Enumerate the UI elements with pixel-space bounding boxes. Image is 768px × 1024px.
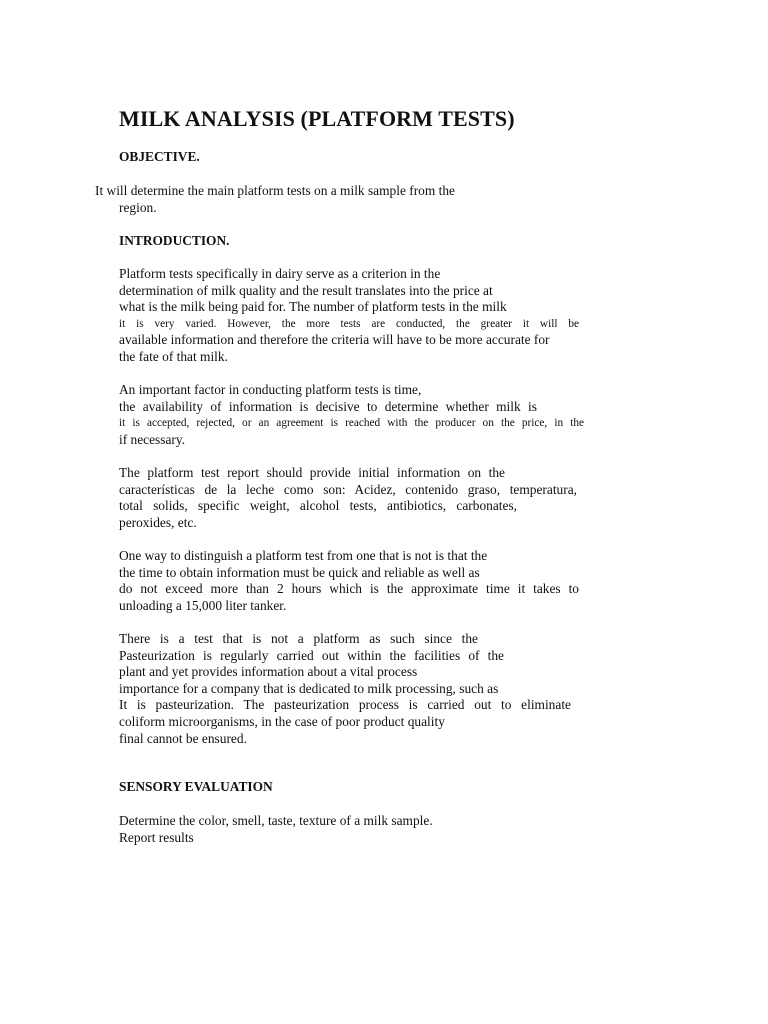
paragraph-line: what is the milk being paid for. The number of platform tests in the milk [119, 299, 507, 315]
paragraph-line: if necessary. [119, 431, 186, 447]
intro-paragraph-2 [119, 382, 584, 448]
paragraph-line: plant and yet provides information about a vital process [119, 664, 418, 680]
paragraph-line: it is very varied. However, the more tests are conducted, the greater it will be [119, 317, 579, 330]
paragraph-line: the availability of information is decisive to determine whether milk is [119, 398, 537, 414]
paragraph-line: There is a test that is not a platform as such since the [119, 631, 478, 646]
paragraph-line: It is pasteurization. The pasteurization process is carried out to eliminate [119, 697, 571, 713]
paragraph-line: final cannot be ensured. [119, 730, 247, 746]
paragraph-line: One way to distinguish a platform test from one that is not is that the [119, 548, 488, 563]
sensory-evaluation-heading: SENSORY EVALUATION [119, 779, 273, 794]
paragraph-line: peroxides, etc. [119, 514, 197, 530]
paragraph-line: it is accepted, rejected, or an agreement is reached with the producer on the price, in the [119, 417, 584, 430]
paragraph-line: Determine the color, smell, taste, texture of a milk sample. [119, 813, 433, 828]
objective-heading: OBJECTIVE. [119, 149, 200, 164]
paragraph-line: region. [119, 199, 157, 215]
paragraph-line: available information and therefore the criteria will have to be more accurate for [119, 332, 550, 348]
paragraph-line: total solids, specific weight, alcohol tests, antibiotics, carbonates, [119, 498, 517, 514]
intro-paragraph-1 [119, 266, 579, 366]
paragraph-line: Platform tests specifically in dairy serve as a criterion in the [119, 266, 441, 281]
paragraph-line: the time to obtain information must be quick and reliable as well as [119, 564, 480, 580]
paragraph-line: The platform test report should provide initial information on the [119, 465, 505, 480]
intro-paragraph-5 [119, 631, 579, 747]
paragraph-line: unloading a 15,000 liter tanker. [119, 597, 287, 613]
paragraph-line: Report results [119, 829, 194, 845]
intro-paragraph-3 [119, 465, 579, 531]
sensory-paragraph [119, 813, 579, 846]
paragraph-line: importance for a company that is dedicated to milk processing, such as [119, 680, 499, 696]
paragraph-line: coliform microorganisms, in the case of poor product quality [119, 713, 445, 729]
paragraph-line: determination of milk quality and the result translates into the price at [119, 282, 493, 298]
document-title: MILK ANALYSIS (PLATFORM TESTS) [119, 106, 515, 131]
intro-paragraph-4 [119, 548, 579, 614]
paragraph-line: It will determine the main platform tests on a milk sample from the [95, 183, 455, 198]
introduction-heading: INTRODUCTION. [119, 233, 230, 248]
paragraph-line: do not exceed more than 2 hours which is the approximate time it takes to [119, 581, 579, 597]
paragraph-line: Pasteurization is regularly carried out within the facilities of the [119, 647, 504, 663]
objective-paragraph [95, 183, 515, 216]
paragraph-line: An important factor in conducting platform tests is time, [119, 382, 422, 397]
paragraph-line: características de la leche como son: Acidez, contenido graso, temperatura, [119, 481, 577, 497]
paragraph-line: the fate of that milk. [119, 348, 228, 364]
